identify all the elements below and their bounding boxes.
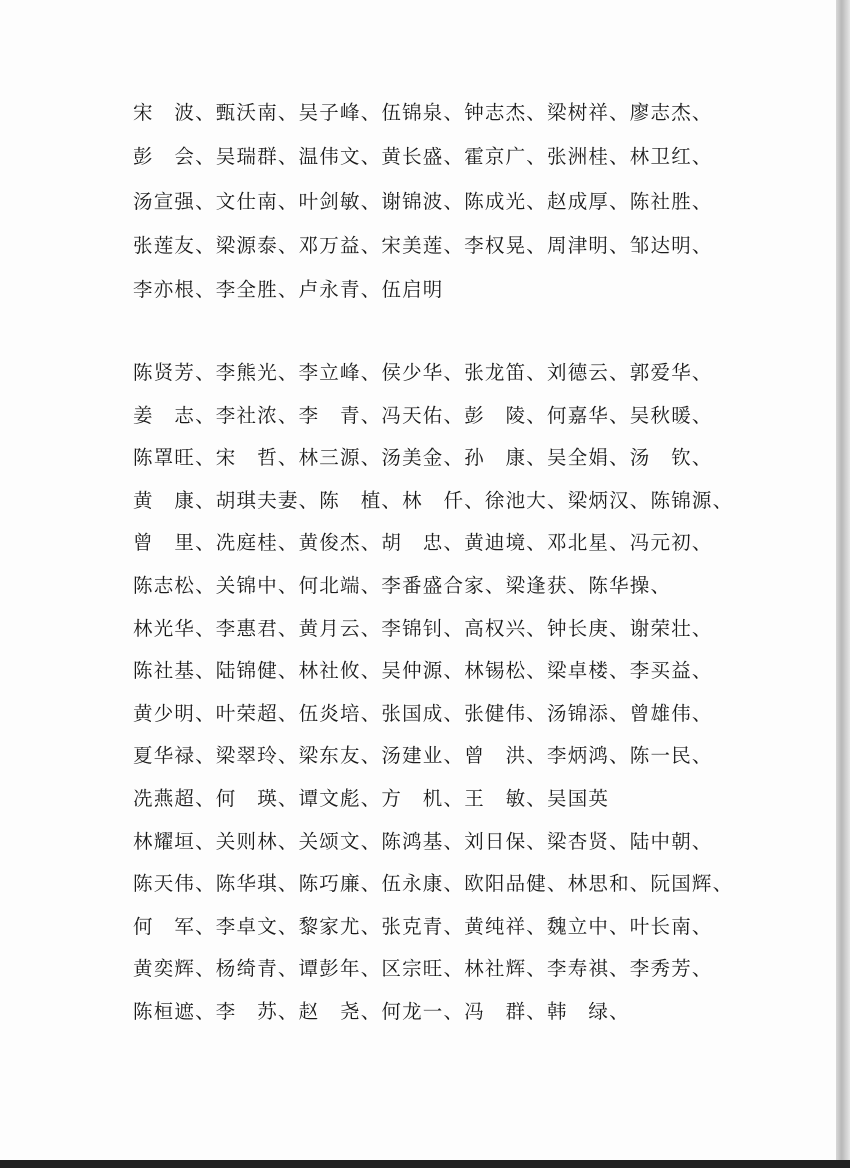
- scan-edge-right: [836, 0, 850, 1168]
- name-line: 曾 里、冼庭桂、黄俊杰、胡 忠、黄迪境、邓北星、冯元初、: [133, 531, 713, 555]
- name-line: 陈桓遮、李 苏、赵 尧、何龙一、冯 群、韩 绿、: [133, 999, 630, 1023]
- name-line: 陈贤芳、李熊光、李立峰、侯少华、张龙笛、刘德云、郭爱华、: [133, 361, 713, 384]
- name-line: 夏华禄、梁翠玲、梁东友、汤建业、曾 洪、李炳鸿、陈一民、: [133, 744, 713, 768]
- name-list-block-1: [133, 91, 723, 312]
- name-line: 黄 康、胡琪夫妻、陈 植、林 仟、徐池大、梁炳汉、陈锦源、: [133, 488, 734, 512]
- name-line: 李亦根、李全胜、卢永青、伍启明: [133, 278, 444, 302]
- name-line: 姜 志、李社浓、李 青、冯天佑、彭 陵、何嘉华、吴秋暖、: [133, 403, 713, 427]
- name-line: 陈社基、陆锦健、林社攸、吴仲源、林锡松、梁卓楼、李买益、: [133, 659, 713, 683]
- name-line: 林耀垣、关则林、关颂文、陈鸿基、刘日保、梁杏贤、陆中朝、: [133, 829, 713, 853]
- name-line: 林光华、李惠君、黄月云、李锦钊、高权兴、钟长庚、谢荣壮、: [133, 616, 713, 640]
- name-line: 宋 波、甄沃南、吴子峰、伍锦泉、钟志杰、梁树祥、廖志杰、: [133, 101, 713, 124]
- name-line: 黄少明、叶荣超、伍炎培、张国成、张健伟、汤锦添、曾雄伟、: [133, 701, 713, 725]
- name-line: 陈天伟、陈华琪、陈巧廉、伍永康、欧阳品健、林思和、阮国辉、: [133, 872, 734, 896]
- name-line: 汤宣强、文仕南、叶剑敏、谢锦波、陈成光、赵成厚、陈社胜、: [133, 189, 713, 213]
- name-line: 彭 会、吴瑞群、温伟文、黄长盛、霍京广、张洲桂、林卫红、: [133, 145, 713, 169]
- scan-edge-bottom: [0, 1160, 850, 1168]
- name-line: 陈志松、关锦中、何北端、李番盛合家、梁逢获、陈华操、: [133, 573, 672, 597]
- name-line: 冼燕超、何 瑛、谭文彪、方 机、王 敏、吴国英: [133, 786, 610, 810]
- name-line: 张莲友、梁源泰、邓万益、宋美莲、李权晃、周津明、邹达明、: [133, 233, 713, 257]
- name-line: 黄奕辉、杨绮青、谭彭年、区宗旺、林社辉、李寿祺、李秀芳、: [133, 957, 713, 981]
- name-line: 何 军、李卓文、黎家尤、张克青、黄纯祥、魏立中、叶长南、: [133, 914, 713, 938]
- name-line: 陈罩旺、宋 哲、林三源、汤美金、孙 康、吴全娟、汤 钦、: [133, 446, 713, 470]
- name-list-block-2: [133, 352, 734, 1034]
